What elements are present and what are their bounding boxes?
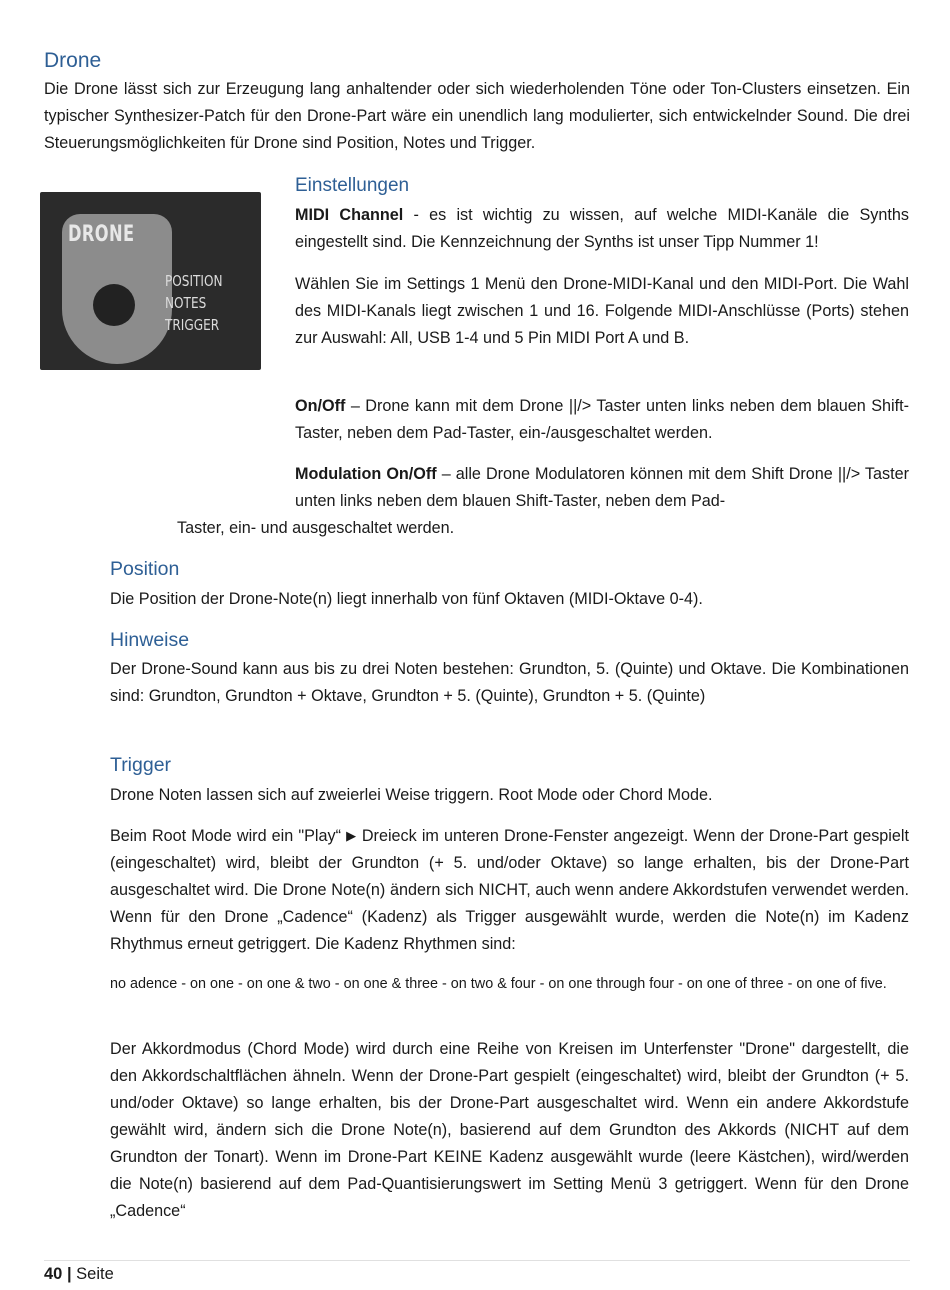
hinweise-heading: Hinweise [110, 629, 190, 651]
modulation-label: Modulation On/Off [295, 465, 437, 483]
hinweise-paragraph: Der Drone-Sound kann aus bis zu drei Noten bestehen: Grundton, 5. (Quinte) und Oktave. Die Kombinationen sind: Grundton, Grundton + Oktave, Grundton + 5. (Quinte), Grundton + 5. (Quinte) [110, 660, 909, 705]
midi-channel-text: - es ist wichtig zu wissen, auf welche MIDI-Kanäle die Synths eingestellt sind. Die Kennzeichnung der Synths ist unser Tipp Nummer 1! [295, 206, 909, 251]
root-mode-paragraph [110, 822, 909, 958]
modulation-continuation: Taster, ein- und ausgeschaltet werden. [177, 519, 455, 537]
drone-option-trigger: TRIGGER [165, 316, 220, 334]
root-mode-text-b: Dreieck im unteren Drone-Fenster angezeigt. Wenn der Drone-Part gespielt (eingeschaltet) wird, bleibt der Grundton (+ 5. und/oder Oktave) so lange erhalten, bis der Drone-Part ausgeschaltet wird. Die Drone Note(n) ändern sich NICHT, auch wenn andere Akkordstufen verwendet werden. Wenn für den Drone „Cadence“ (Kadenz) als Trigger ausgewählt wurde, werden die Note(n) im Kadenz Rhythmus erneut getriggert. Die Kadenz Rhythmen sind: [110, 827, 909, 953]
position-heading: Position [110, 558, 180, 580]
intro-paragraph: Die Drone lässt sich zur Erzeugung lang anhaltender oder sich wiederholenden Töne oder Ton-Clusters einsetzen. Ein typischer Synthesizer-Patch für den Drone-Part wäre ein unendlich lang modulierter, sich entwickelnder Sound. Die drei Steuerungsmöglichkeiten für Drone sind Position, Notes und Trigger. [44, 80, 910, 152]
drone-image-title: DRONE [68, 222, 135, 247]
drone-option-position: POSITION [165, 272, 223, 290]
drone-option-notes: NOTES [165, 294, 207, 312]
footer-divider [44, 1260, 910, 1261]
page-footer [44, 1265, 114, 1284]
trigger-intro: Drone Noten lassen sich auf zweierlei Weise triggern. Root Mode oder Chord Mode. [110, 786, 713, 804]
onoff-label: On/Off [295, 397, 346, 415]
midi-channel-label: MIDI Channel [295, 206, 404, 224]
footer-label: Seite [76, 1265, 114, 1283]
onoff-text: – Drone kann mit dem Drone ||/> Taster unten links neben dem blauen Shift-Taster, neben dem Pad-Taster, ein-/ausgeschaltet werden. [295, 397, 909, 442]
modulation-paragraph [295, 461, 909, 515]
midi-channel-paragraph [295, 202, 909, 256]
footer-separator: | [66, 1265, 72, 1283]
chord-mode-paragraph: Der Akkordmodus (Chord Mode) wird durch eine Reihe von Kreisen im Unterfenster "Drone" dargestellt, die den Akkordschaltflächen ähneln. Wenn der Drone-Part gespielt (eingeschaltet) wird, bleibt der Grundton (+ 5. und/oder Oktave) so lange erhalten, bis der Drone-Part ausgeschaltet wird. Wenn ein andere Akkordstufe gewählt wird, ändern sich die Drone Note(n), basierend auf dem Grundton des Akkords (NICHT auf dem Grundton der Tonart). Wenn im Drone-Part KEINE Kadenz ausgewählt wurde (leere Kästchen), wird/werden die Note(n) basierend auf dem Pad-Quantisierungswert im Setting Menü 3 getriggert. Wenn für den Drone „Cadence“ [110, 1040, 909, 1220]
play-triangle-icon: ▶ [346, 828, 357, 843]
root-mode-text-a: Beim Root Mode wird ein "Play“ [110, 827, 347, 845]
drone-button-dot [93, 284, 135, 326]
drone-control-image [40, 192, 261, 370]
drone-image-options [165, 270, 223, 336]
trigger-heading: Trigger [110, 754, 172, 776]
midi-select-paragraph: Wählen Sie im Settings 1 Menü den Drone-MIDI-Kanal und den MIDI-Port. Die Wahl des MIDI-Kanals liegt zwischen 1 und 16. Folgende MIDI-Anschlüsse (Ports) stehen zur Auswahl: All, USB 1-4 und 5 Pin MIDI Port A und B. [295, 275, 909, 347]
modulation-text: – alle Drone Modulatoren können mit dem Shift Drone ||/> Taster unten links neben dem blauen Shift-Taster, neben dem Pad- [295, 465, 909, 510]
section-title: Drone [44, 49, 102, 72]
page-number: 40 [44, 1265, 63, 1283]
position-paragraph: Die Position der Drone-Note(n) liegt innerhalb von fünf Oktaven (MIDI-Oktave 0-4). [110, 590, 703, 608]
onoff-paragraph [295, 393, 909, 447]
settings-heading: Einstellungen [295, 175, 410, 196]
cadence-rhythms: no adence - on one - on one & two - on one & three - on two & four - on one through four - on one of three - on one of five. [110, 976, 887, 992]
